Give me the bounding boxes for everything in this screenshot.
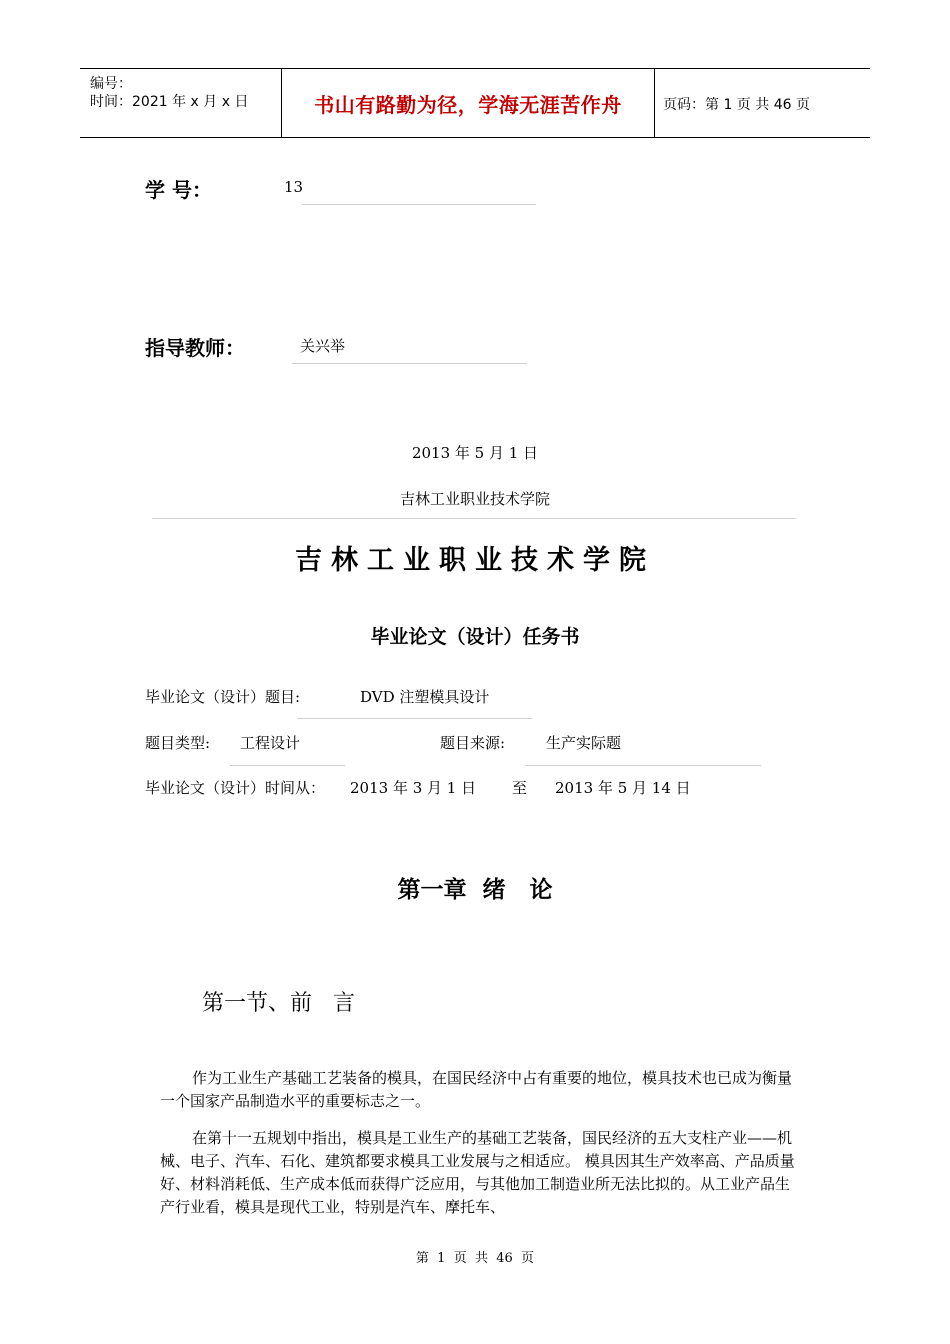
header-table <box>80 68 870 138</box>
student-id-value: 13 <box>284 178 304 196</box>
topic-type-underline <box>230 765 345 766</box>
topic-source-label: 题目来源: <box>440 734 506 752</box>
header-motto: 书山有路勤为径，学海无涯苦作舟 <box>314 93 622 117</box>
header-page-label: 页码：第 1 页 共 46 页 <box>663 97 810 113</box>
body-paragraph-1: 作为工业生产基础工艺装备的模具，在国民经济中占有重要的地位，模具技术也已成为衡量一个国家产品制造水平的重要标志之一。 <box>160 1069 793 1110</box>
topic-source-underline <box>525 765 761 766</box>
header-motto-cell <box>282 69 655 137</box>
time-range-from: 2013 年 3 月 1 日 <box>350 779 477 797</box>
advisor-label: 指导教师： <box>145 336 245 360</box>
thesis-topic-underline <box>297 718 532 719</box>
cover-school: 吉林工业职业技术学院 <box>399 490 550 508</box>
topic-source-value: 生产实际题 <box>546 734 622 752</box>
chapter-title: 第一章 绪 论 <box>397 877 553 903</box>
time-range-label: 毕业论文（设计）时间从： <box>145 779 326 797</box>
topic-type-value: 工程设计 <box>240 734 301 752</box>
time-range-to-label: 至 <box>512 779 528 797</box>
cover-divider <box>152 518 796 519</box>
topic-type-label: 题目类型: <box>145 734 211 752</box>
thesis-topic-label: 毕业论文（设计）题目: <box>145 688 301 706</box>
header-number-label: 编号： <box>90 76 132 92</box>
header-page-cell <box>655 69 870 137</box>
cover-date: 2013 年 5 月 1 日 <box>411 444 539 462</box>
document-title: 毕业论文（设计）任务书 <box>370 626 580 648</box>
header-meta-cell <box>80 69 282 137</box>
school-title: 吉林工业职业技术学院 <box>295 545 655 576</box>
student-id-label: 学 号： <box>145 178 212 202</box>
advisor-underline <box>292 363 527 364</box>
header-time-label: 时间：2021 年 x 月 x 日 <box>90 94 249 110</box>
page-footer: 第 1 页 共 46 页 <box>415 1251 535 1266</box>
section-title: 第一节、前 言 <box>202 991 355 1016</box>
advisor-value: 关兴举 <box>300 337 346 355</box>
time-range-to: 2013 年 5 月 14 日 <box>555 779 691 797</box>
body-paragraph-2: 在第十一五规划中指出，模具是工业生产的基础工艺装备，国民经济的五大支柱产业——机械、电子、汽车、石化、建筑都要求模具工业发展与之相适应。 模具因其生产效率高、产品质量好、材料消耗低、生产成本低而获得广泛应用，与其他加工制造业所无法比拟的。从工业产品生产行业看，模具是现代工业，特别是汽车、摩托车、 <box>160 1129 795 1216</box>
student-id-underline <box>302 204 536 205</box>
thesis-topic-value: DVD 注塑模具设计 <box>360 688 490 706</box>
